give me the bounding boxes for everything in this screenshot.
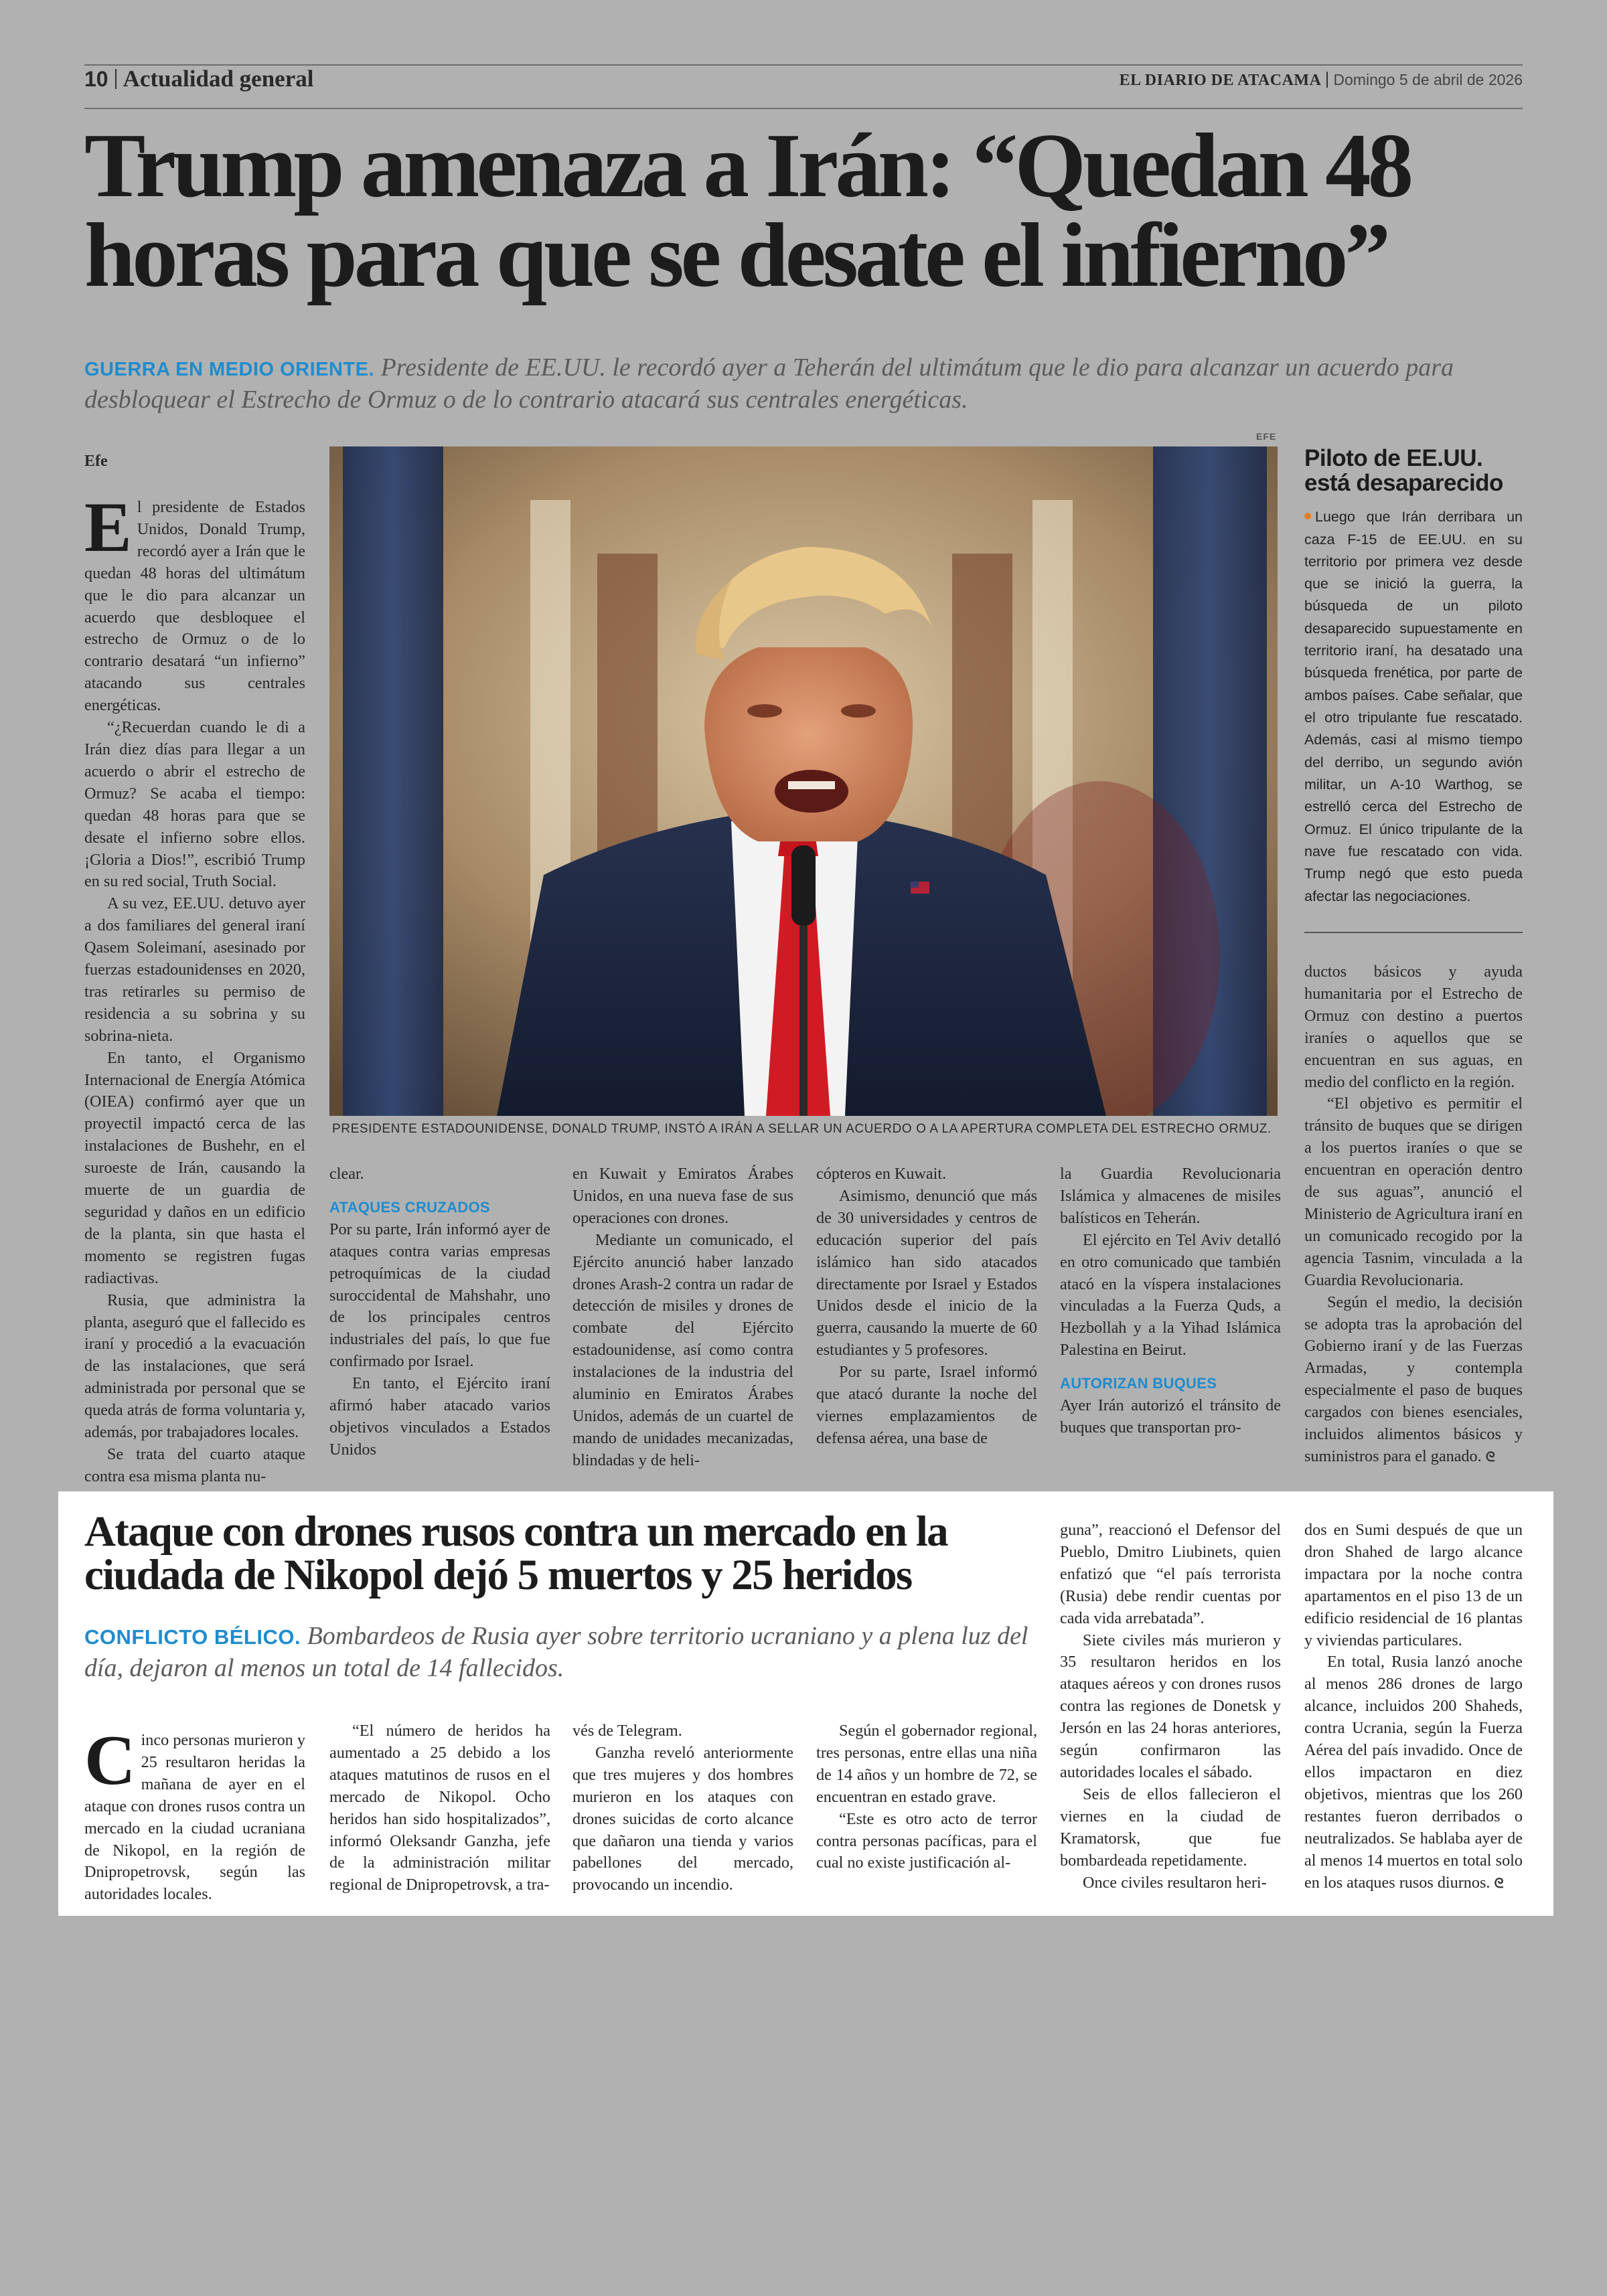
- byline: Efe: [84, 453, 108, 470]
- paragraph: clear.: [329, 1165, 364, 1183]
- paragraph: Once civiles resultaron heri-: [1083, 1873, 1267, 1892]
- sidebar-body: Luego que Irán derribara un caza F-15 de EE.UU. en su territorio por primera vez desde que se inició la guerra, la búsqueda de un piloto desaparecido supuestamente en territorio iraní, ha desatado una búsqueda frenética, por parte de ambos países. Cabe señalar, que el otro tripulante fue rescatado. Además, casi al mismo tiempo del derribo, un segundo avión militar, un A-10 Warthog, se estrelló cerca del Estrecho de Ormuz. El único tripulante de la nave fue rescatado con vida. Trump negó que esto pueda afectar las negociaciones.: [1304, 509, 1523, 904]
- paragraph: En tanto, el Ejército iraní afirmó haber atacado varios objetivos vinculados a Estados Unidos: [329, 1374, 550, 1459]
- paragraph: guna”, reaccionó el Defensor del Pueblo, Dmitro Liubinets, quien enfatizó que “el país terrorista (Rusia) debe rendir cuentas por cada vida arrebatada”.: [1060, 1521, 1281, 1627]
- sidebar-rule: [1304, 932, 1523, 933]
- second-column-4: [816, 1720, 1037, 1874]
- trump-photo-illustration: [329, 446, 1278, 1116]
- paragraph: Ganzha reveló anteriormente que tres mujeres y dos hombres murieron en los ataques con drones suicidas de corto alcance que dañaron una tienda y varios pabellones del mercado, provocando un incendio.: [572, 1743, 793, 1894]
- paragraph: “El objetivo es permitir el tránsito de buques que se dirigen a los puertos iraníes o que se encuentran en operación dentro de sus aguas”, anunció el Ministerio de Agricultura iraní en un comunicado recogido por la agencia Tasnim, vinculada a la Guardia Revolucionaria.: [1304, 1094, 1523, 1289]
- paragraph: dos en Sumi después de que un dron Shahed de largo alcance impactara por la noche contra apartamentos en el piso 13 de un edificio residencial de 16 plantas y viviendas particulares.: [1304, 1521, 1523, 1649]
- paragraph: El ejército en Tel Aviv detalló en otro comunicado que también atacó en la víspera instalaciones vinculadas a la Fuerza Quds, a Hezbollah y a la Yihad Islámica Palestina en Beirut.: [1060, 1230, 1281, 1360]
- second-deck: [84, 1620, 1042, 1685]
- second-column-5: [1060, 1520, 1281, 1894]
- paragraph: A su vez, EE.UU. detuvo ayer a dos familiares del general iraní Qasem Soleimaní, asesinado por fuerzas estadounidenses en 2020, tras retirarles su permiso de residencia a su sobrina y su sobrina-nieta.: [84, 894, 305, 1045]
- paragraph: cópteros en Kuwait.: [816, 1165, 947, 1183]
- paragraph: En tanto, el Organismo Internacional de Energía Atómica (OIEA) confirmó ayer que un proyectil impactó cerca de las instalaciones de Bushehr, en el suroeste de Irán, causando la muerte de un guardia de seguridad y daños en un edificio de la planta, sin que hasta el momento se registren fugas radiactivas.: [84, 1048, 305, 1287]
- paragraph: vés de Telegram.: [572, 1722, 682, 1740]
- paragraph: “¿Recuerdan cuando le di a Irán diez días para llegar a un acuerdo o abrir el estrecho de Ormuz? Se acaba el tiempo: quedan 48 horas para que se desate el infierno sobre ellos. ¡Gloria a Dios!”, escribió Trump en su red social, Truth Social.: [84, 718, 305, 891]
- main-kicker: GUERRA EN MEDIO ORIENTE.: [84, 359, 375, 380]
- paragraph: El presidente de Estados Unidos, Donald Trump, recordó ayer a Irán que le quedan 48 horas del ultimátum que le dio para alcanzar un acuerdo que desbloquee el estrecho de Ormuz o de lo contrario desatará “un infierno” atacando sus centrales energéticas.: [84, 488, 305, 715]
- main-column-2: [329, 1163, 550, 1461]
- main-column-5: [1060, 1163, 1281, 1439]
- paragraph: Ayer Irán autorizó el tránsito de buques que transportan pro-: [1060, 1396, 1281, 1437]
- paragraph: En total, Rusia lanzó anoche al menos 286 drones de largo alcance, incluidos 200 Shaheds, contra Ucrania, según la Fuerza Aérea del país invadido. Once de ellos impactaron en diez objetivos, mientras que los 260 restantes fueron derribados o neutralizados. Se hablaba ayer de al menos 14 muertos en total solo en los ataques rusos diurnos. ᘓ: [1304, 1653, 1523, 1892]
- section-name: Actualidad general: [123, 66, 314, 92]
- sidebar-box: [1304, 446, 1523, 908]
- folio: [84, 66, 313, 92]
- issue-date: Domingo 5 de abril de 2026: [1333, 71, 1523, 88]
- trump-photo: [329, 446, 1278, 1116]
- paragraph: ductos básicos y ayuda humanitaria por el Estrecho de Ormuz con destino a puertos iraníes o aquellos que se encuentran en sus aguas, en medio del conflicto en la región.: [1304, 963, 1523, 1091]
- main-deck: [84, 351, 1523, 416]
- paper-name: EL DIARIO DE ATACAMA: [1119, 72, 1322, 89]
- paragraph: “Este es otro acto de terror contra personas pacíficas, para el cual no existe justificación al-: [816, 1809, 1037, 1872]
- paragraph: Cinco personas murieron y 25 resultaron heridas la mañana de ayer en el ataque con drones rusos contra un mercado en la ciudad ucraniana de Nikopol, en la región de Dnipropetrovsk, según las autoridades locales.: [84, 1721, 305, 1904]
- main-headline: Trump amenaza a Irán: “Quedan 48 horas para que se desate el infierno”: [84, 114, 1411, 307]
- paragraph: Por su parte, Irán informó ayer de ataques contra varias empresas petroquímicas de la ciudad suroccidental de Mahshahr, uno de los principales centros industriales del país, lo que fue confirmado por Israel.: [329, 1220, 550, 1371]
- second-column-2: [329, 1720, 550, 1896]
- paragraph: Rusia, que administra la planta, aseguró que el fallecido es iraní y procedió a la evacuación de las instalaciones, que será administrada por personal que se queda atrás de forma voluntaria y, además, por trabajadores locales.: [84, 1291, 305, 1442]
- second-column-6: [1304, 1520, 1523, 1894]
- second-deck-text: Bombardeos de Rusia ayer sobre territorio ucraniano y a plena luz del día, dejaron al menos un total de 14 fallecidos.: [84, 1622, 1028, 1683]
- end-mark-icon: ᘓ: [1485, 1449, 1495, 1465]
- main-deck-text: Presidente de EE.UU. le recordó ayer a Teherán del ultimátum que le dio para alcanzar un acuerdo para desbloquear el Estrecho de Ormuz o de lo contrario atacará sus centrales energéticas.: [84, 353, 1454, 414]
- paragraph: Por su parte, Israel informó que atacó durante la noche del viernes emplazamientos de defensa aérea, una base de: [816, 1363, 1037, 1447]
- paragraph: Según el medio, la decisión se adopta tras la aprobación del Gobierno iraní y de las Fuerzas Armadas, y contempla especialmente el paso de buques cargados con bienes esenciales, incluidos alimentos básicos y suministros para el ganado. ᘓ: [1304, 1293, 1523, 1465]
- paragraph: Se trata del cuarto ataque contra esa misma planta nu-: [84, 1445, 305, 1485]
- paragraph: Seis de ellos fallecieron el viernes en la ciudad de Kramatorsk, que fue bombardeada repetidamente.: [1060, 1785, 1281, 1870]
- end-mark-icon: ᘓ: [1494, 1876, 1504, 1891]
- paragraph: Siete civiles más murieron y 35 resultaron heridos en los ataques aéreos y con drones rusos contra las regiones de Donetsk y Jersón en las 24 horas anteriores, según confirmaron las autoridades locales el sábado.: [1060, 1631, 1281, 1781]
- paragraph: la Guardia Revolucionaria Islámica y almacenes de misiles balísticos en Teherán.: [1060, 1165, 1281, 1227]
- main-column-3: [572, 1163, 793, 1472]
- drop-cap: E: [84, 488, 132, 566]
- main-column-1: [84, 488, 305, 1488]
- header-rule: [84, 108, 1523, 109]
- second-kicker: CONFLICTO BÉLICO.: [84, 1625, 301, 1649]
- bullet-icon: [1304, 513, 1311, 519]
- second-column-1: [84, 1721, 305, 1906]
- main-column-4: [816, 1163, 1037, 1450]
- masthead-divider: [1326, 72, 1328, 88]
- photo-credit: EFE: [1256, 431, 1277, 442]
- sidebar-title: Piloto de EE.UU. está desaparecido: [1304, 445, 1503, 497]
- page-number: 10: [84, 67, 108, 91]
- paragraph: Mediante un comunicado, el Ejército anunció haber lanzado drones Arash-2 contra un radar de detección de misiles y drones de combate del Ejército estadounidense, así como contra instalaciones de la industria del aluminio en Emiratos Árabes Unidos, además de un cuartel de mando de unidades mecanizadas, blindadas y de heli-: [572, 1230, 793, 1469]
- subhead-ataques-cruzados: ATAQUES CRUZADOS: [329, 1198, 490, 1216]
- photo-caption: PRESIDENTE ESTADOUNIDENSE, DONALD TRUMP, INSTÓ A IRÁN A SELLAR UN ACUERDO O A LA APERTURA COMPLETA DEL ESTRECHO ORMUZ.: [332, 1122, 1272, 1136]
- second-column-3: [572, 1720, 793, 1896]
- main-column-6: [1304, 961, 1523, 1468]
- paragraph: Según el gobernador regional, tres personas, entre ellas una niña de 14 años y un hombre de 72, se encuentran en estado grave.: [816, 1722, 1037, 1806]
- paragraph: Asimismo, denunció que más de 30 universidades y centros de educación superior del país islámico han sido atacados directamente por Israel y Estados Unidos desde el inicio de la guerra, causando la muerte de 60 estudiantes y 5 profesores.: [816, 1186, 1037, 1360]
- second-headline: Ataque con drones rusos contra un mercado en la ciudada de Nikopol dejó 5 muertos y 25 heridos: [84, 1507, 947, 1599]
- folio-divider: [115, 69, 117, 89]
- subhead-autorizan-buques: AUTORIZAN BUQUES: [1060, 1375, 1217, 1392]
- paragraph: en Kuwait y Emiratos Árabes Unidos, en una nueva fase de sus operaciones con drones.: [572, 1165, 793, 1227]
- drop-cap: C: [84, 1721, 136, 1799]
- masthead: [1120, 71, 1523, 90]
- paragraph: “El número de heridos ha aumentado a 25 debido a los ataques matutinos de rusos en el mercado de Nikopol. Ocho heridos han sido hospitalizados”, informó Oleksandr Ganzha, jefe de la administración militar regional de Dnipropetrovsk, a tra-: [329, 1722, 550, 1894]
